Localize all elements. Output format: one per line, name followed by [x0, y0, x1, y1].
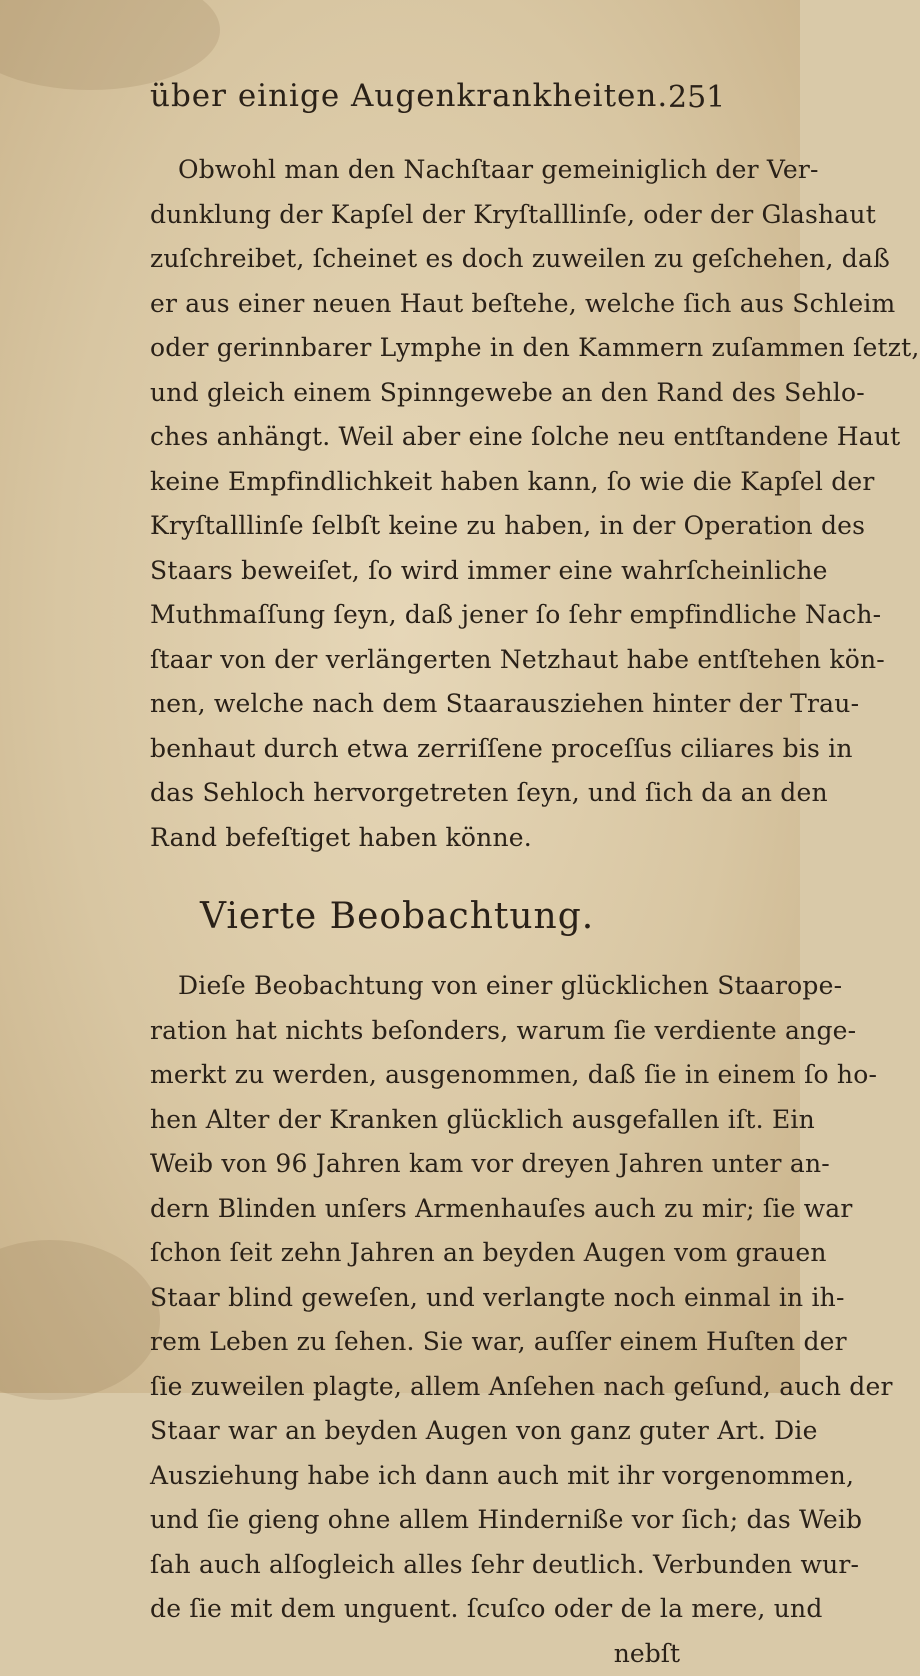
text-line: keine Empfindlichkeit haben kann, ſo wie die Kapſel der: [150, 466, 875, 496]
text-line: Kryſtalllinſe ſelbſt keine zu haben, in der Operation des: [150, 511, 866, 540]
paper-stain: [0, 1240, 160, 1400]
text-line: rem Leben zu ſehen. Sie war, auſſer einem Huſten der: [150, 1327, 847, 1356]
text-line: Obwohl man den Nachſtaar gemeiniglich der Ver-: [178, 155, 819, 184]
text-line: de ſie mit dem unguent. ſcuſco oder de la mere, und: [150, 1594, 823, 1623]
paper-stain: [0, 0, 220, 90]
text-line: Dieſe Beobachtung von einer glücklichen Staarope-: [178, 971, 843, 1000]
text-line: dern Blinden unſers Armenhauſes auch zu mir; ſie war: [150, 1193, 853, 1223]
text-line: hen Alter der Kranken glücklich ausgefallen iſt. Ein: [150, 1104, 815, 1134]
text-line: dunklung der Kapſel der Kryſtalllinſe, oder der Glashaut: [150, 199, 876, 229]
text-line: ſtaar von der verlängerten Netzhaut habe entſtehen kön-: [150, 644, 885, 674]
text-line: Staar war an beyden Augen von ganz guter Art. Die: [150, 1416, 818, 1445]
text-line: und gleich einem Spinngewebe an den Rand des Sehlo-: [150, 377, 865, 407]
page-number: 251: [668, 80, 726, 115]
running-title: über einige Augenkrankheiten.: [150, 78, 669, 114]
page-header: [0, 78, 800, 128]
text-line: ſah auch alſogleich alles ſehr deutlich. Verbunden wur-: [150, 1549, 860, 1579]
text-line: Rand befeſtiget haben könne.: [150, 822, 532, 852]
text-line: das Sehloch hervorgetreten ſeyn, und ſich da an den: [150, 778, 828, 807]
section-heading: Vierte Beobachtung.: [200, 896, 595, 937]
catchword: nebſt: [613, 1638, 680, 1668]
text-line: Staars beweiſet, ſo wird immer eine wahrſcheinliche: [150, 555, 828, 585]
text-line: ſchon ſeit zehn Jahren an beyden Augen vom grauen: [150, 1238, 827, 1267]
text-line: Weib von 96 Jahren kam vor dreyen Jahren unter an-: [150, 1149, 830, 1178]
text-line: benhaut durch etwa zerriſſene proceſſus ciliares bis in: [150, 733, 853, 763]
text-line: ration hat nichts beſonders, warum ſie verdiente ange-: [150, 1015, 857, 1045]
text-line: Muthmaſſung ſeyn, daß jener ſo ſehr empfindliche Nach-: [150, 600, 882, 629]
text-line: ſie zuweilen plagte, allem Anſehen nach geſund, auch der: [150, 1371, 893, 1401]
text-line: Ausziehung habe ich dann auch mit ihr vorgenommen,: [150, 1460, 855, 1490]
paragraph-1: [150, 148, 920, 860]
text-line: nen, welche nach dem Staarausziehen hinter der Trau-: [150, 689, 860, 718]
text-line: ches anhängt. Weil aber eine ſolche neu entſtandene Haut: [150, 422, 901, 451]
text-line: zuſchreibet, ſcheinet es doch zuweilen zu geſchehen, daß: [150, 244, 890, 273]
text-line: oder gerinnbarer Lymphe in den Kammern zuſammen ſetzt,: [150, 333, 920, 362]
page-body: [150, 148, 920, 1676]
text-line: er aus einer neuen Haut beſtehe, welche ſich aus Schleim: [150, 288, 896, 318]
paragraph-2: [150, 964, 893, 1632]
text-line: merkt zu werden, ausgenommen, daß ſie in einem ſo ho-: [150, 1060, 878, 1089]
text-line: und ſie gieng ohne allem Hinderniße vor ſich; das Weib: [150, 1505, 863, 1534]
text-line: Staar blind geweſen, und verlangte noch einmal in ih-: [150, 1282, 845, 1312]
